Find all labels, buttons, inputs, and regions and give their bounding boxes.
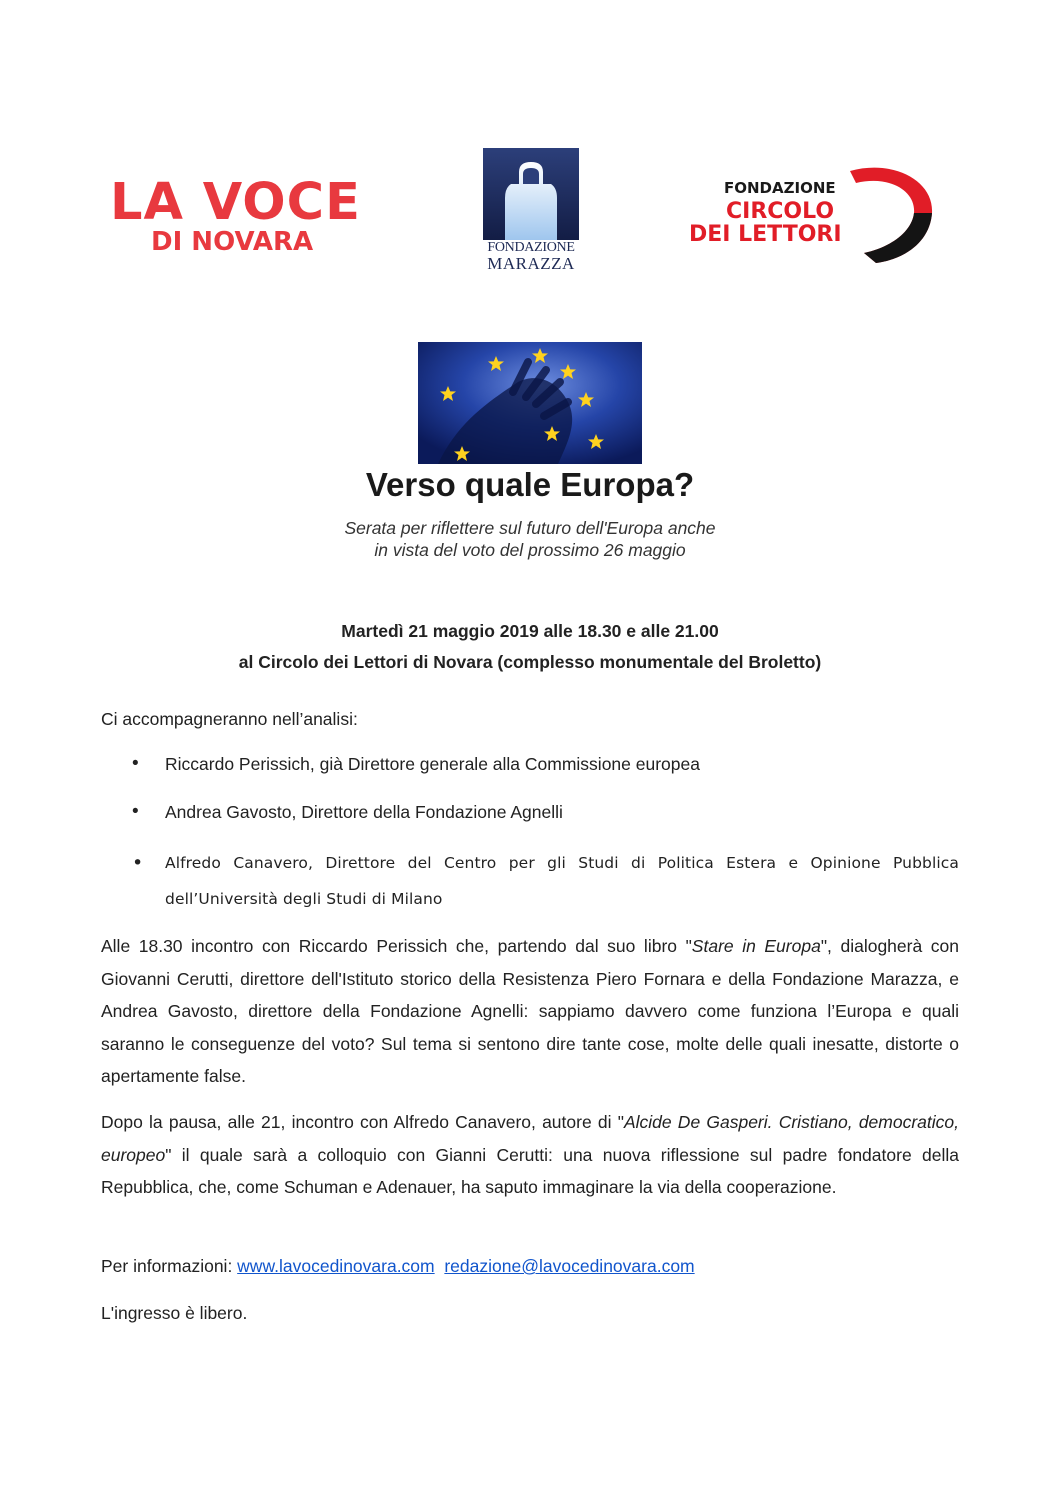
- page-title: Verso quale Europa?: [365, 466, 695, 503]
- paragraph-text: Dopo la pausa, alle 21, incontro con Alfredo Canavero, autore di ": [101, 1112, 624, 1132]
- subtitle: [0, 517, 1060, 561]
- swirl-emblem-icon: [834, 163, 939, 267]
- second-session-paragraph: [101, 1106, 959, 1204]
- logo-text-line2: DI NOVARA: [151, 227, 314, 257]
- la-voce-di-novara-logo: [110, 173, 372, 257]
- contact-label: Per informazioni:: [101, 1256, 238, 1276]
- paragraph-text: Alle 18.30 incontro con Riccardo Perissich che, partendo dal suo libro ": [101, 936, 692, 956]
- fondazione-marazza-logo: [481, 148, 581, 274]
- arch-emblem-icon: [481, 148, 581, 240]
- logo-text-line1: FONDAZIONE: [487, 240, 575, 255]
- list-item: • Alfredo Canavero, Direttore del Centro per gli Studi di Politica Estera e Opinione Pubblica dell’Università degli Studi di Milano: [101, 845, 959, 917]
- paragraph-text: ", dialogherà con Giovanni Cerutti, direttore dell'Istituto storico della Resistenza Piero Fornara e della Fondazione Marazza, e Andrea Gavosto, direttore della Fondazione Agnelli: sappiamo davvero come funziona l’Europa e quali saranno le conseguenze del voto? Sul tema si sentono dire tante cose, molte delle quali inesatte, distorte o apertamente false.: [101, 936, 959, 1086]
- logo-text-line1: FONDAZIONE: [724, 179, 836, 197]
- logo-text-line2: CIRCOLO: [726, 199, 835, 224]
- paragraph-text: " il quale sarà a colloquio con Gianni Cerutti: una nuova riflessione sul padre fondatore della Repubblica, che, come Schuman e Adenauer, ha saputo immaginare la via della cooperazione.: [101, 1144, 959, 1197]
- email-link[interactable]: redazione@lavocedinovara.com: [444, 1256, 695, 1276]
- first-session-paragraph: [101, 930, 959, 1093]
- speakers-list: [101, 748, 959, 917]
- book-title: Stare in Europa: [691, 936, 821, 956]
- logo-text-line3: DEI LETTORI: [689, 222, 842, 247]
- speakers-intro: Ci accompagneranno nell’analisi:: [101, 709, 358, 729]
- subtitle-line1: Serata per riflettere sul futuro dell'Europa anche: [344, 518, 716, 538]
- eu-flag-image: [418, 342, 642, 464]
- free-entry-note: L'ingresso è libero.: [101, 1303, 248, 1323]
- logo-text-line1: LA VOCE: [110, 173, 361, 232]
- contact-info: [101, 1250, 959, 1283]
- list-item: • Riccardo Perissich, già Direttore generale alla Commissione europea: [101, 748, 959, 780]
- website-link[interactable]: www.lavocedinovara.com: [237, 1256, 435, 1276]
- event-location: al Circolo dei Lettori di Novara (complesso monumentale del Broletto): [238, 652, 822, 672]
- event-date: Martedì 21 maggio 2019 alle 18.30 e alle 21.00: [341, 621, 719, 641]
- logo-text-line2: MARAZZA: [487, 254, 575, 273]
- book-title: Alcide De Gasperi. Cristiano, democratico, europeo: [101, 1112, 960, 1165]
- list-item: • Andrea Gavosto, Direttore della Fondazione Agnelli: [101, 796, 959, 828]
- subtitle-line2: in vista del voto del prossimo 26 maggio: [374, 540, 686, 560]
- fondazione-circolo-dei-lettori-logo: [684, 163, 939, 267]
